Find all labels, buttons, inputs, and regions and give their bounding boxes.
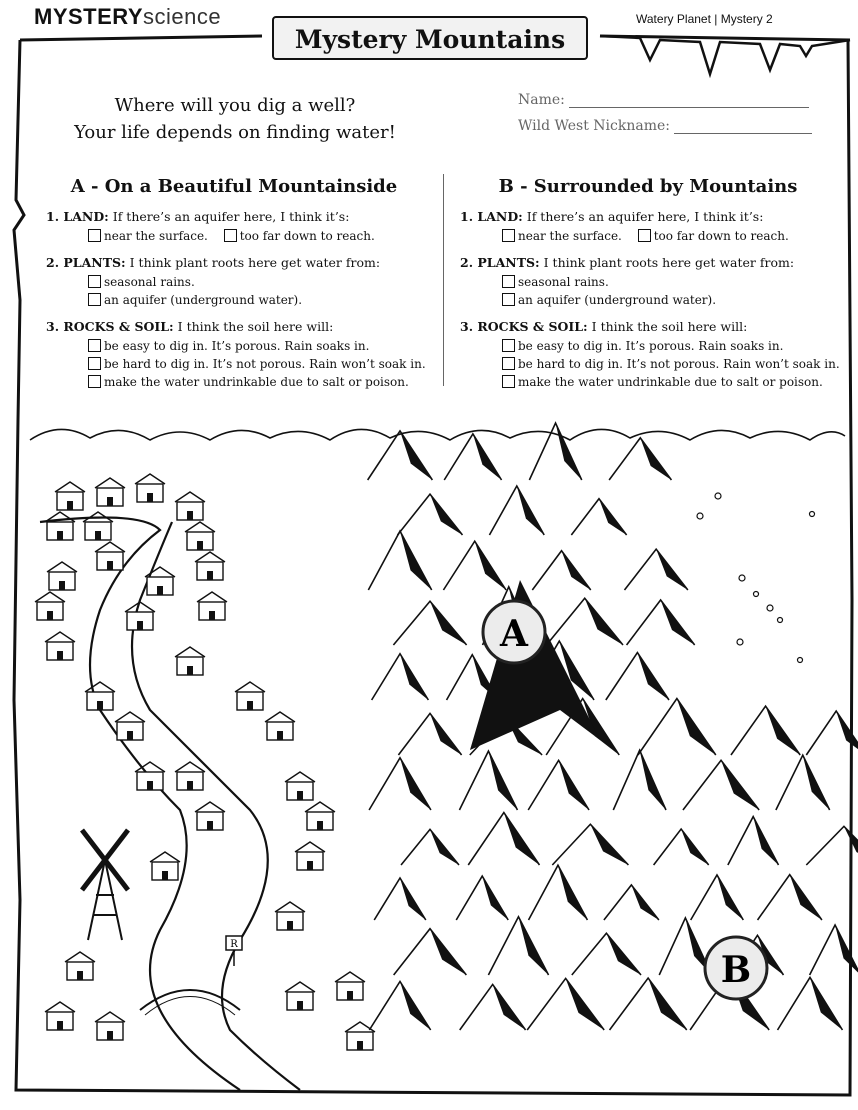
- house-roof: [175, 762, 205, 772]
- mountain-a-shadow: [470, 580, 600, 750]
- intro-line-2: Your life depends on finding water!: [74, 122, 396, 143]
- house-door: [297, 1001, 303, 1010]
- checkbox-icon[interactable]: [638, 229, 651, 242]
- house-door: [107, 561, 113, 570]
- option-label: an aquifer (underground water).: [104, 293, 303, 307]
- question-lead: 3. ROCKS & SOIL:: [46, 319, 174, 334]
- house-door: [307, 861, 313, 870]
- house-door: [107, 497, 113, 506]
- option-label: be hard to dig in. It’s not porous. Rain won’t soak in.: [104, 357, 426, 371]
- house-door: [317, 821, 323, 830]
- house-door: [209, 611, 215, 620]
- checkbox-icon[interactable]: [88, 339, 101, 352]
- option-label: be easy to dig in. It’s porous. Rain soaks in.: [518, 339, 784, 353]
- option-checkbox[interactable]: [88, 373, 434, 391]
- house-roof: [175, 647, 205, 657]
- house-door: [67, 501, 73, 510]
- marker-a-label: A: [500, 613, 528, 655]
- house-roof: [285, 772, 315, 782]
- question-plants: [460, 255, 848, 309]
- house-roof: [55, 482, 85, 492]
- house-roof: [45, 1002, 75, 1012]
- mountain-peak: [401, 829, 459, 865]
- checkbox-icon[interactable]: [502, 275, 515, 288]
- mountain-peak: [810, 925, 858, 975]
- house-roof: [95, 1012, 125, 1022]
- house-roof: [275, 902, 305, 912]
- mountain-range: [368, 423, 858, 1030]
- mountain-peak: [443, 541, 506, 590]
- option-label: make the water undrinkable due to salt or poison.: [518, 375, 823, 389]
- option-checkbox[interactable]: [88, 291, 302, 309]
- question-text: I think plant roots here get water from:: [125, 255, 381, 270]
- name-input-line[interactable]: [569, 93, 809, 108]
- option-label: an aquifer (underground water).: [518, 293, 717, 307]
- option-label: seasonal rains.: [104, 275, 195, 289]
- house-door: [187, 511, 193, 520]
- house-door: [197, 541, 203, 550]
- house-door: [247, 701, 253, 710]
- house-door: [157, 586, 163, 595]
- house-roof: [195, 802, 225, 812]
- checkbox-icon[interactable]: [224, 229, 237, 242]
- house-roof: [335, 972, 365, 982]
- checkbox-icon[interactable]: [88, 357, 101, 370]
- house-door: [57, 651, 63, 660]
- column-divider: [443, 174, 444, 386]
- page-title: Mystery Mountains: [272, 16, 588, 60]
- mountain-peak: [460, 984, 526, 1030]
- checkbox-icon[interactable]: [502, 229, 515, 242]
- house-roof: [195, 552, 225, 562]
- house-door: [107, 1031, 113, 1040]
- checkbox-icon[interactable]: [502, 293, 515, 306]
- question-lead: 1. LAND:: [460, 209, 523, 224]
- house-roof: [85, 682, 115, 692]
- mountain-peak: [606, 653, 669, 700]
- checkbox-icon[interactable]: [502, 339, 515, 352]
- house-roof: [45, 632, 75, 642]
- mountain-peak: [758, 875, 822, 920]
- option-label: seasonal rains.: [518, 275, 609, 289]
- house-door: [287, 921, 293, 930]
- brand-bold: MYSTERY: [34, 4, 144, 29]
- house-roof: [305, 802, 335, 812]
- mountain-peak: [546, 598, 623, 645]
- mountain-shadow: [835, 925, 858, 975]
- mountain-shadow: [803, 755, 830, 810]
- column-a: [34, 176, 434, 401]
- question-text: I think the soil here will:: [587, 319, 748, 334]
- house-roof: [295, 842, 325, 852]
- brand-logo: [34, 4, 221, 30]
- column-a-title: A - On a Beautiful Mountainside: [70, 176, 398, 197]
- name-label: Name:: [518, 92, 565, 108]
- house-roof: [285, 982, 315, 992]
- house-door: [187, 781, 193, 790]
- mountain-shadow: [844, 826, 858, 865]
- option-label: be easy to dig in. It’s porous. Rain soaks in.: [104, 339, 370, 353]
- question-lead: 2. PLANTS:: [46, 255, 126, 270]
- house-door: [347, 991, 353, 1000]
- mountain-shadow: [721, 760, 759, 810]
- intro-line-1: Where will you dig a well?: [114, 95, 356, 116]
- checkbox-icon[interactable]: [88, 293, 101, 306]
- column-b: [448, 176, 848, 401]
- question-land: [460, 209, 848, 245]
- option-checkbox[interactable]: [88, 337, 434, 355]
- brand-light: science: [143, 4, 222, 29]
- checkbox-icon[interactable]: [88, 275, 101, 288]
- house-roof: [135, 474, 165, 484]
- question-text: I think the soil here will:: [173, 319, 334, 334]
- unit-label: Watery Planet | Mystery 2: [636, 12, 773, 26]
- option-checkbox[interactable]: [502, 373, 848, 391]
- question-rocks-soil: [460, 319, 848, 391]
- house-door: [147, 493, 153, 502]
- house-roof: [47, 562, 77, 572]
- house-door: [97, 701, 103, 710]
- map-illustration: [0, 410, 858, 1100]
- option-label: make the water undrinkable due to salt or poison.: [104, 375, 409, 389]
- mountain-shadow: [637, 653, 669, 700]
- nickname-input-line[interactable]: [674, 119, 812, 134]
- nickname-field[interactable]: [518, 118, 812, 134]
- house-door: [59, 581, 65, 590]
- question-text: If there’s an aquifer here, I think it’s:: [108, 209, 350, 224]
- question-text: I think plant roots here get water from:: [539, 255, 795, 270]
- house-door: [357, 1041, 363, 1050]
- question-lead: 1. LAND:: [46, 209, 109, 224]
- mountain-peak: [691, 875, 744, 920]
- mountain-peak: [459, 751, 517, 810]
- option-label: near the surface.: [518, 229, 622, 243]
- house-roof: [115, 712, 145, 722]
- option-checkbox[interactable]: [502, 337, 848, 355]
- house-roof: [175, 492, 205, 502]
- mountain-peak: [398, 494, 463, 535]
- option-checkbox[interactable]: [502, 273, 609, 291]
- mountain-peak: [624, 549, 687, 590]
- house-roof: [197, 592, 227, 602]
- house-roof: [95, 542, 125, 552]
- town-buildings: [35, 474, 375, 1050]
- question-text: If there’s an aquifer here, I think it’s:: [522, 209, 764, 224]
- marker-b[interactable]: [705, 937, 767, 999]
- question-rocks-soil: [46, 319, 434, 391]
- house-door: [162, 871, 168, 880]
- mountain-peak: [683, 760, 759, 810]
- name-field[interactable]: [518, 92, 809, 108]
- house-roof: [95, 478, 125, 488]
- checkbox-icon[interactable]: [88, 229, 101, 242]
- mountain-peak: [394, 929, 467, 975]
- house-door: [147, 781, 153, 790]
- house-door: [297, 791, 303, 800]
- house-door: [207, 571, 213, 580]
- house-door: [207, 821, 213, 830]
- option-checkbox[interactable]: [88, 273, 195, 291]
- marker-a[interactable]: [483, 601, 545, 663]
- house-roof: [235, 682, 265, 692]
- option-label: too far down to reach.: [239, 229, 375, 243]
- question-plants: [46, 255, 434, 309]
- house-door: [57, 1021, 63, 1030]
- mountain-peak: [778, 977, 843, 1030]
- option-label: be hard to dig in. It’s not porous. Rain won’t soak in.: [518, 357, 840, 371]
- checkbox-icon[interactable]: [502, 357, 515, 370]
- option-checkbox[interactable]: [502, 355, 848, 373]
- option-checkbox[interactable]: [502, 227, 622, 245]
- mountain-peak: [393, 601, 466, 645]
- mountain-peak: [368, 531, 431, 590]
- question-land: [46, 209, 434, 245]
- house-door: [77, 971, 83, 980]
- house-roof: [265, 712, 295, 722]
- question-lead: 2. PLANTS:: [460, 255, 540, 270]
- house-door: [57, 531, 63, 540]
- house-roof: [35, 592, 65, 602]
- mountain-peak: [527, 978, 604, 1030]
- house-door: [187, 666, 193, 675]
- house-roof: [150, 852, 180, 862]
- mountain-peak: [776, 755, 830, 810]
- option-label: near the surface.: [104, 229, 208, 243]
- option-checkbox[interactable]: [502, 291, 716, 309]
- mountain-shadow: [836, 711, 858, 755]
- option-checkbox[interactable]: [224, 227, 375, 245]
- intro-question: [40, 92, 430, 146]
- house-roof: [65, 952, 95, 962]
- house-door: [95, 531, 101, 540]
- house-roof: [185, 522, 215, 532]
- question-lead: 3. ROCKS & SOIL:: [460, 319, 588, 334]
- mountain-peak: [571, 499, 626, 535]
- house-door: [47, 611, 53, 620]
- checkbox-icon[interactable]: [88, 375, 101, 388]
- house-door: [277, 731, 283, 740]
- house-door: [127, 731, 133, 740]
- column-b-title: B - Surrounded by Mountains: [498, 176, 798, 197]
- option-checkbox[interactable]: [638, 227, 789, 245]
- sign-r-label: R: [230, 939, 238, 950]
- marker-b-label: B: [720, 949, 752, 991]
- checkbox-icon[interactable]: [502, 375, 515, 388]
- option-label: too far down to reach.: [653, 229, 789, 243]
- windmill-icon: [82, 830, 128, 940]
- house-door: [137, 621, 143, 630]
- rocks: [697, 493, 815, 663]
- mountain-peak: [806, 826, 858, 865]
- bridge: [140, 990, 240, 1010]
- option-checkbox[interactable]: [88, 227, 208, 245]
- mountain-peak: [572, 933, 641, 975]
- option-checkbox[interactable]: [88, 355, 434, 373]
- nickname-label: Wild West Nickname:: [518, 118, 670, 134]
